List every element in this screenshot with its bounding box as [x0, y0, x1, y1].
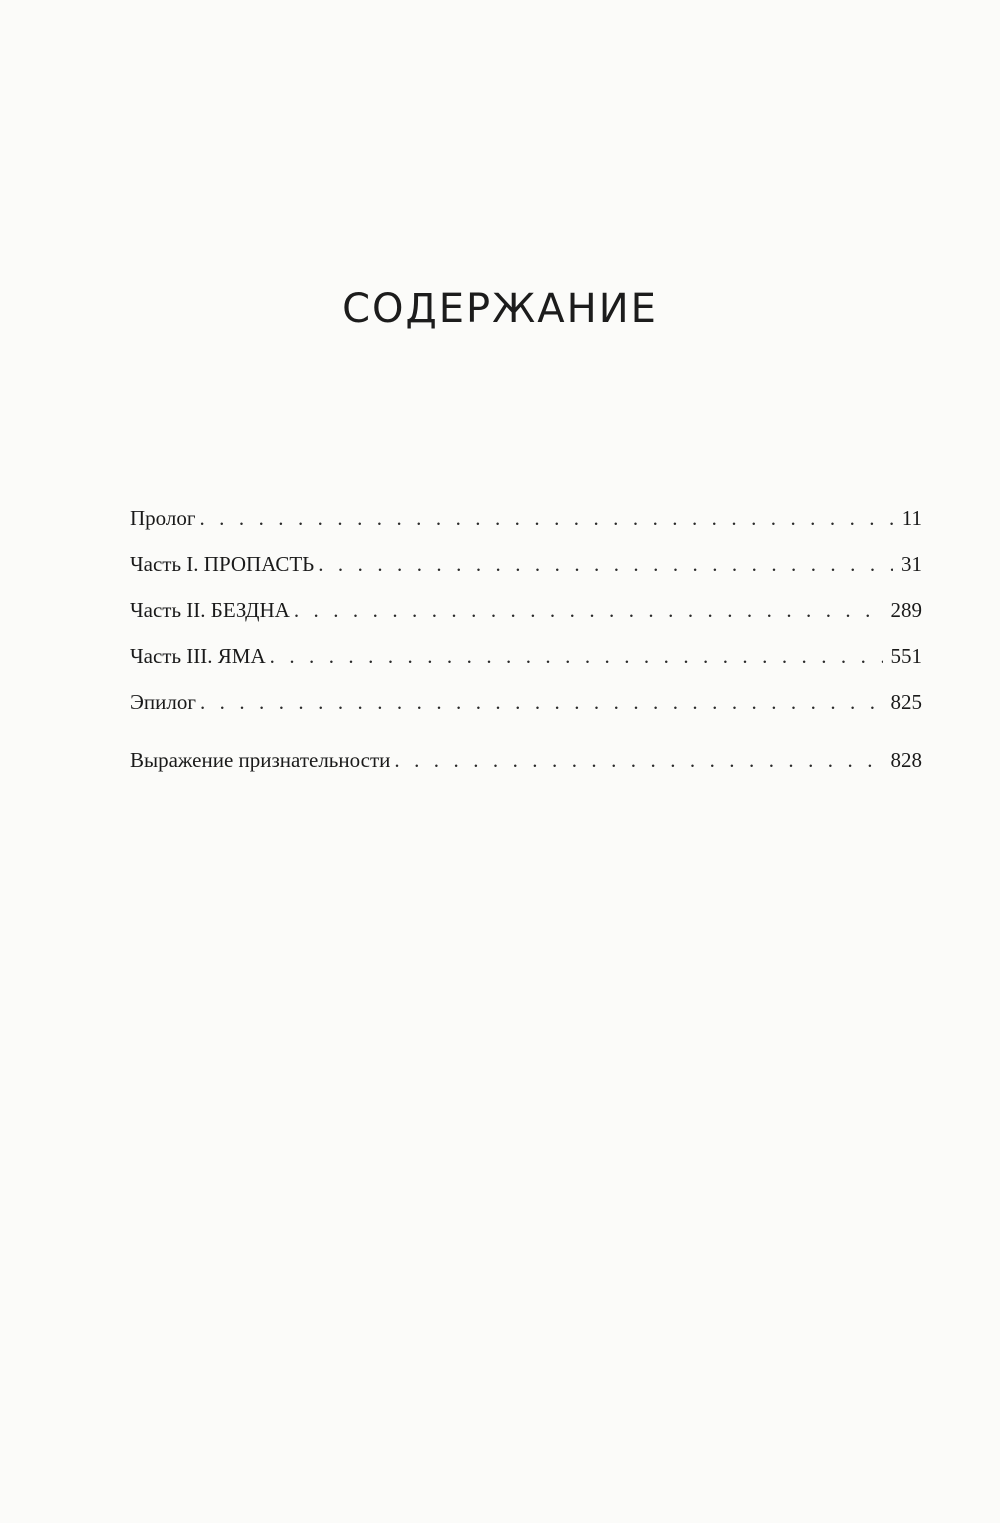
dot-leader: [294, 594, 883, 626]
toc-entry-label: Пролог: [130, 506, 196, 530]
page-title: СОДЕРЖАНИЕ: [342, 286, 658, 332]
dot-leader: [318, 548, 893, 580]
toc-entry-page-number: 825: [890, 690, 922, 714]
toc-entry-page-number: 828: [890, 748, 922, 772]
toc-entry-label: Эпилог: [130, 690, 196, 714]
toc-entry-prologue: [130, 502, 922, 548]
dot-leader: [394, 744, 882, 776]
toc-entry-part-2: [130, 594, 922, 640]
dot-leader: [200, 686, 883, 718]
toc-entry-part-1: [130, 548, 922, 594]
table-of-contents: [130, 502, 922, 790]
toc-entry-page-number: 31: [901, 552, 922, 576]
dot-leader: [270, 640, 883, 672]
toc-entry-page-number: 11: [901, 506, 922, 530]
toc-entry-page-number: 551: [890, 644, 922, 668]
toc-entry-label: Часть I. ПРОПАСТЬ: [130, 552, 315, 576]
toc-entry-label: Часть II. БЕЗДНА: [130, 598, 290, 622]
toc-entry-label: Часть III. ЯМА: [130, 644, 266, 668]
toc-entry-epilogue: [130, 686, 922, 732]
toc-entry-page-number: 289: [890, 598, 922, 622]
toc-entry-label: Выражение признательности: [130, 748, 391, 772]
dot-leader: [199, 502, 893, 534]
toc-entry-acknowledgements: [130, 744, 922, 790]
toc-entry-part-3: [130, 640, 922, 686]
